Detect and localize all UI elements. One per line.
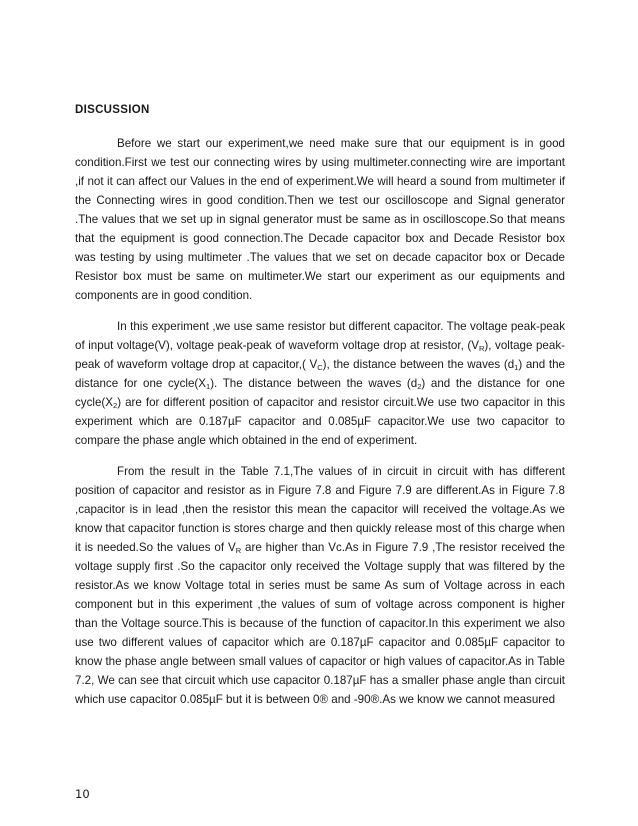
paragraph-3-part-a: From the result in the Table 7.1,The values of in circuit in circuit with has different position of capacitor and resistor as in Figure 7.8 and Figure 7.9 are different.As in Figure 7.8 ,capacitor is in lead ,then the resistor this mean the capacitor will received the voltage.As we know that capacitor function is stores charge and then quickly release most of this charge when it is needed.So the values of V bbox=[75, 465, 565, 554]
paragraph-2-part-f: ) and the distance for one cycle(X bbox=[75, 377, 565, 409]
subscript-x2: 2 bbox=[113, 401, 118, 410]
paragraph-3-part-b: are higher than Vc.As in Figure 7.9 ,The resistor received the voltage supply first .So the capacitor only received the Voltage supply that was filtered by the resistor.As we know Voltage total in series must be same As sum of Voltage across in each component but in this experiment ,the values of sum of voltage across component is higher than the Voltage source.This is because of the function of capacitor.In this experiment we also use two different values of capacitor which are 0.187µF capacitor and 0.085µF capacitor to know the phase angle between small values of capacitor or high values of capacitor.As in Table 7.2, We can see that circuit which use capacitor 0.187µF has a smaller phase angle than circuit which use capacitor 0.085µF but it is between 0® and -90®.As we know we cannot measured bbox=[75, 541, 565, 706]
subscript-x1: 1 bbox=[206, 382, 211, 391]
subscript-c: C bbox=[317, 363, 323, 372]
paragraph-2 bbox=[75, 317, 565, 450]
paragraph-2-part-e: ). The distance between the waves (d bbox=[210, 377, 418, 390]
paragraph-2-part-b: ), voltage peak-peak of waveform voltage drop at capacitor,( V bbox=[75, 339, 565, 371]
paragraph-1-text: Before we start our experiment,we need make sure that our equipment is in good condition.First we test our connecting wires by using multimeter.connecting wire are important ,if not it can affect our Values in the end of experiment.We will heard a sound from multimeter if the Connecting wires in good condition.Then we test our oscilloscope and Signal generator .The values that we set up in signal generator must be same as in oscilloscope.So that means that the equipment is good connection.The Decade capacitor box and Decade Resistor box was testing by using multimeter .The values that we set on decade capacitor box or Decade Resistor box must be same on multimeter.We start our experiment as our equipments and components are in good condition. bbox=[75, 137, 565, 302]
paragraph-2-part-g: ) are for different position of capacitor and resistor circuit.We use two capacitor in this experiment which are 0.187µF capacitor and 0.085µF capacitor.We use two capacitor to compare the phase angle which obtained in the end of experiment. bbox=[75, 396, 565, 447]
paragraph-2-part-c: ), the distance between the waves (d bbox=[322, 358, 515, 371]
subscript-d2: 2 bbox=[417, 382, 422, 391]
paragraph-3 bbox=[75, 462, 565, 709]
subscript-r: R bbox=[478, 344, 485, 353]
paragraph-2-part-d: ) and the distance for one cycle(X bbox=[75, 358, 565, 390]
subscript-d1: 1 bbox=[514, 363, 519, 372]
section-heading: DISCUSSION bbox=[75, 104, 150, 116]
page-number: 10 bbox=[75, 787, 90, 801]
paragraph-2-part-a: In this experiment ,we use same resistor but different capacitor. The voltage peak-peak of input voltage(V), voltage peak-peak of waveform voltage drop at resistor, (V bbox=[75, 320, 565, 352]
subscript-vr: R bbox=[235, 546, 242, 555]
discussion-body bbox=[75, 134, 565, 721]
paragraph-1 bbox=[75, 134, 565, 305]
